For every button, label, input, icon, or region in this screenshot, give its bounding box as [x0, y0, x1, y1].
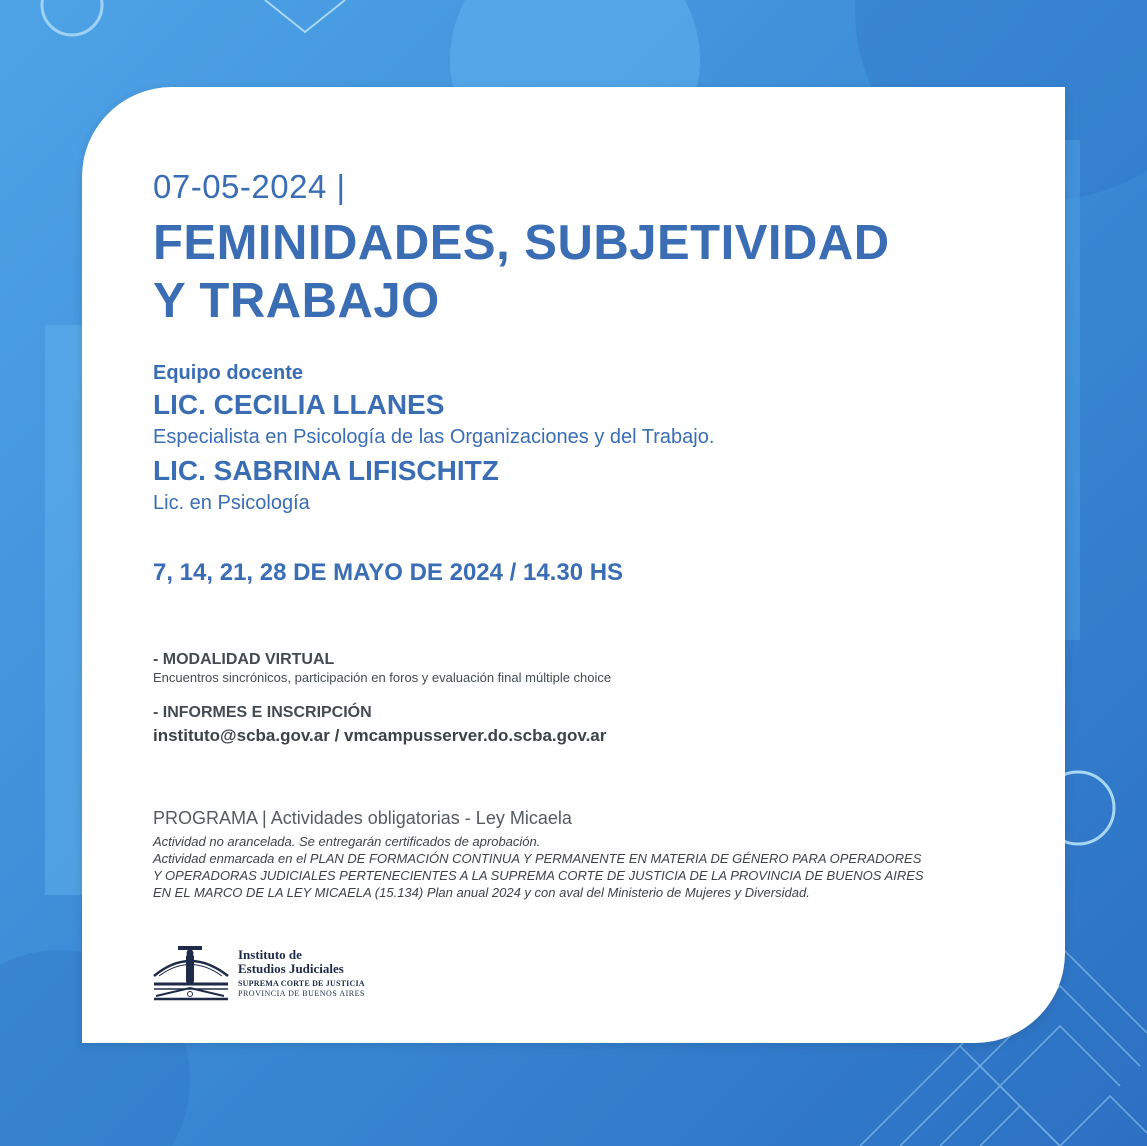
course-title-line2: Y TRABAJO	[153, 274, 440, 328]
contact-links[interactable]: instituto@scba.gov.ar / vmcampusserver.do.scba.gov.ar	[153, 726, 607, 745]
course-title-line1: FEMINIDADES, SUBJETIVIDAD	[153, 216, 890, 270]
program-note: Y OPERADORAS JUDICIALES PERTENECIENTES A LA SUPREMA CORTE DE JUSTICIA DE LA PROVINCIA DE BUENOS AIRES	[153, 868, 924, 883]
program-notes	[153, 833, 924, 901]
modality-detail: Encuentros sincrónicos, participación en foros y evaluación final múltiple choice	[153, 670, 612, 685]
info-heading: - INFORMES E INSCRIPCIÓN	[153, 704, 372, 721]
logo-line: Instituto de	[238, 947, 302, 962]
institute-logo-text	[238, 948, 365, 998]
team-label: Equipo docente	[153, 362, 303, 384]
session-date: 07-05-2024 |	[153, 168, 346, 205]
modality-heading: - MODALIDAD VIRTUAL	[153, 651, 335, 668]
logo-line: SUPREMA CORTE DE JUSTICIA	[238, 979, 365, 988]
program-note: EN EL MARCO DE LA LEY MICAELA (15.134) Plan anual 2024 y con aval del Ministerio de Mujeres y Diversidad.	[153, 885, 810, 900]
logo-line: PROVINCIA DE BUENOS AIRES	[238, 989, 365, 998]
program-title: PROGRAMA | Actividades obligatorias - Ley Micaela	[153, 808, 572, 828]
program-note: Actividad enmarcada en el PLAN DE FORMACIÓN CONTINUA Y PERMANENTE EN MATERIA DE GÉNERO PARA OPERADORES	[153, 851, 922, 866]
teacher-role: Lic. en Psicología	[153, 492, 310, 514]
logo-line: Estudios Judiciales	[238, 961, 344, 976]
teacher-name: LIC. SABRINA LIFISCHITZ	[153, 455, 499, 486]
teacher-role: Especialista en Psicología de las Organizaciones y del Trabajo.	[153, 426, 715, 448]
course-title	[153, 214, 890, 330]
schedule: 7, 14, 21, 28 DE MAYO DE 2024 / 14.30 HS	[153, 559, 624, 586]
teacher-name: LIC. CECILIA LLANES	[153, 389, 445, 420]
program-note: Actividad no arancelada. Se entregarán certificados de aprobación.	[153, 834, 541, 849]
